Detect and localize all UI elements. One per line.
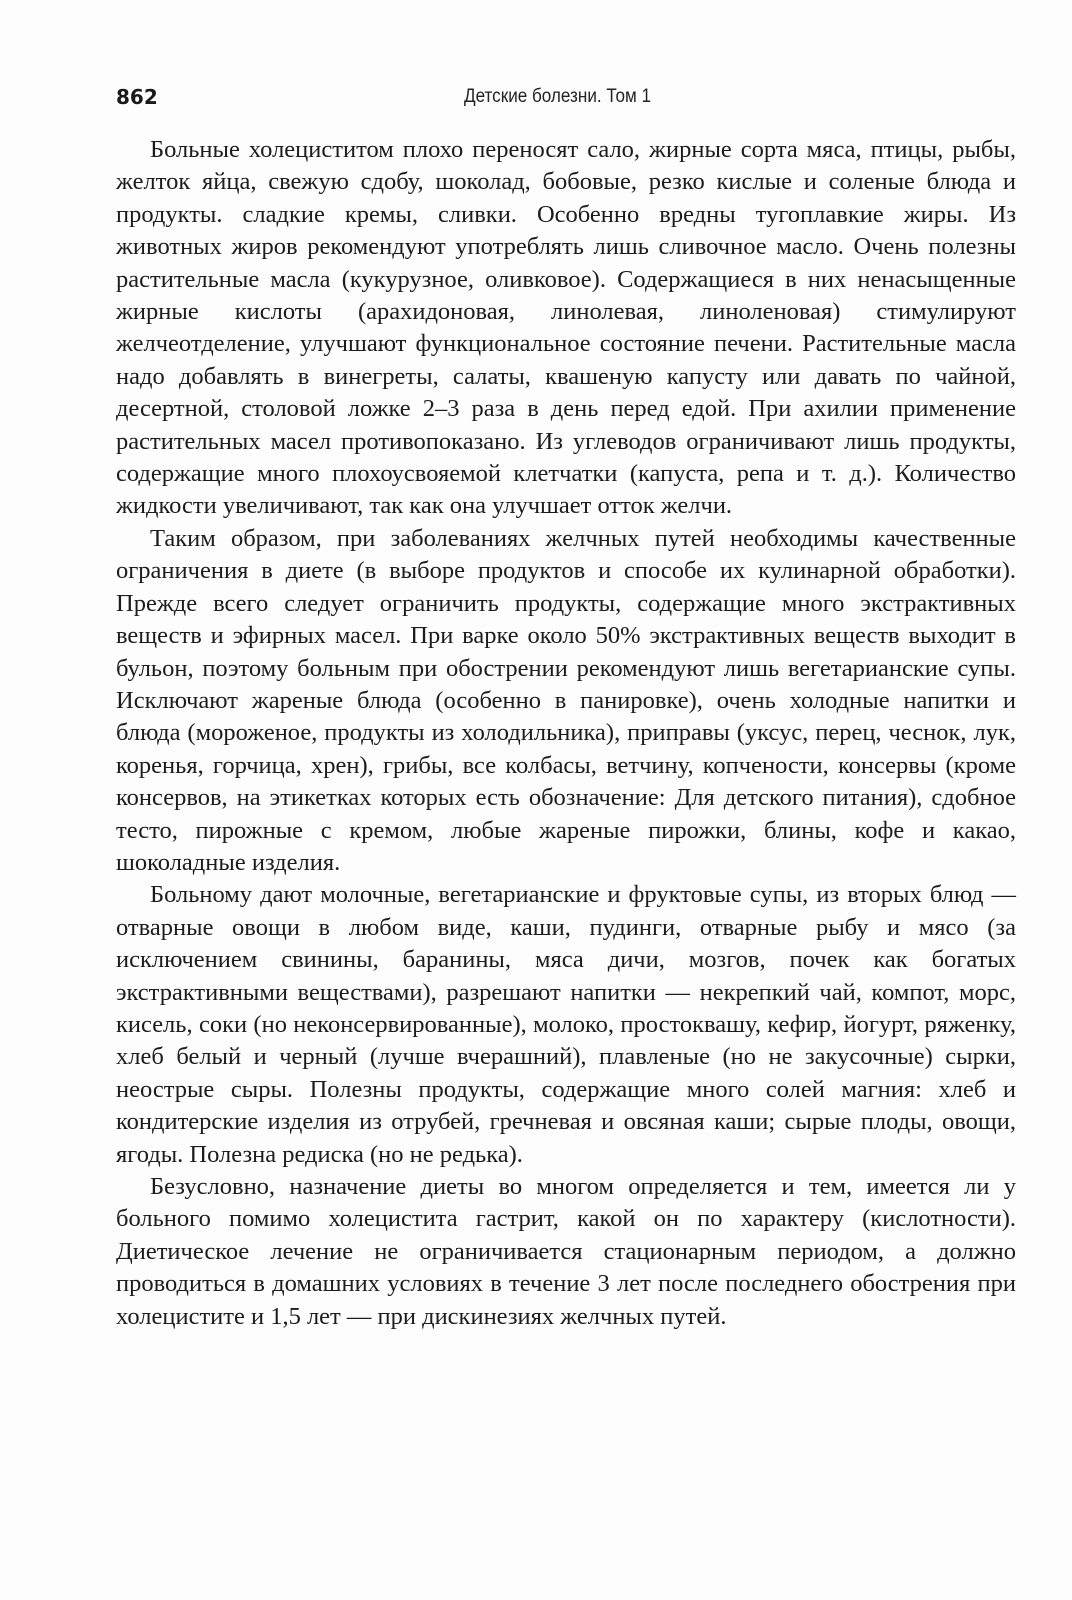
page-number: 862 (116, 85, 158, 109)
running-title: Детские болезни. Том 1 (464, 86, 652, 107)
page-header (116, 82, 1016, 112)
paragraph-1: Больные холециститом плохо переносят сало, жирные сорта мяса, птицы, рыбы, желток яйца, свежую сдобу, шоколад, бобовые, резко кислые и соленые блюда и продукты. сладкие кремы, сливки. Особенно вредны тугоплавкие жиры. Из животных жиров рекомендуют употреблять лишь сливочное масло. Очень полезны растительные масла (кукурузное, оливковое). Содержащиеся в них ненасыщенные жирные кислоты (арахидоновая, линолевая, линоленовая) стимулируют желчеотделение, улучшают функциональное состояние печени. Растительные масла надо добавлять в винегреты, салаты, квашеную капусту или давать по чайной, десертной, столовой ложке 2–3 раза в день перед едой. При ахилии применение растительных масел противопоказано. Из углеводов ограничивают лишь продукты, содержащие много плохоусвояемой клетчатки (капуста, репа и т. д.). Количество жидкости увеличивают, так как она улучшает отток желчи. (116, 136, 1016, 520)
paragraph-3: Больному дают молочные, вегетарианские и фруктовые супы, из вторых блюд — отварные овощи в любом виде, каши, пудинги, отварные рыбу и мясо (за исключением свинины, баранины, мяса дичи, мозгов, почек как богатых экстрактивными веществами), разрешают напитки — некрепкий чай, компот, морс, кисель, соки (но неконсервированные), молоко, простоквашу, кефир, йогурт, ряженку, хлеб белый и черный (лучше вчерашний), плавленые (но не закусочные) сырки, неострые сыры. Полезны продукты, содержащие много солей магния: хлеб и кондитерские изделия из отрубей, гречневая и овсяная каши; сырые плоды, овощи, ягоды. Полезна редиска (но не редька). (116, 881, 1016, 1168)
paragraph-4: Безусловно, назначение диеты во многом определяется и тем, имеется ли у больного помимо холецистита гастрит, какой он по характеру (кислотности). Диетическое лечение не ограничивается стационарным периодом, а должно проводиться в домашних условиях в течение 3 лет после последнего обострения при холецистите и 1,5 лет — при дискинезиях желчных путей. (116, 1173, 1016, 1330)
paragraph-2: Таким образом, при заболеваниях желчных путей необходимы качественные ограничения в диете (в выборе продуктов и способе их кулинарной обработки). Прежде всего следует ограничить продукты, содержащие много экстрактивных веществ и эфирных масел. При варке около 50% экстрактивных веществ выходит в бульон, поэтому больным при обострении рекомендуют лишь вегетарианские супы. Исключают жареные блюда (особенно в панировке), очень холодные напитки и блюда (мороженое, продукты из холодильника), приправы (уксус, перец, чеснок, лук, коренья, горчица, хрен), грибы, все колбасы, ветчину, копчености, консервы (кроме консервов, на этикетках которых есть обозначение: Для детского питания), сдобное тесто, пирожные с кремом, любые жареные пирожки, блины, кофе и какао, шоколадные изделия. (116, 524, 1016, 876)
body-text (116, 134, 1016, 1333)
